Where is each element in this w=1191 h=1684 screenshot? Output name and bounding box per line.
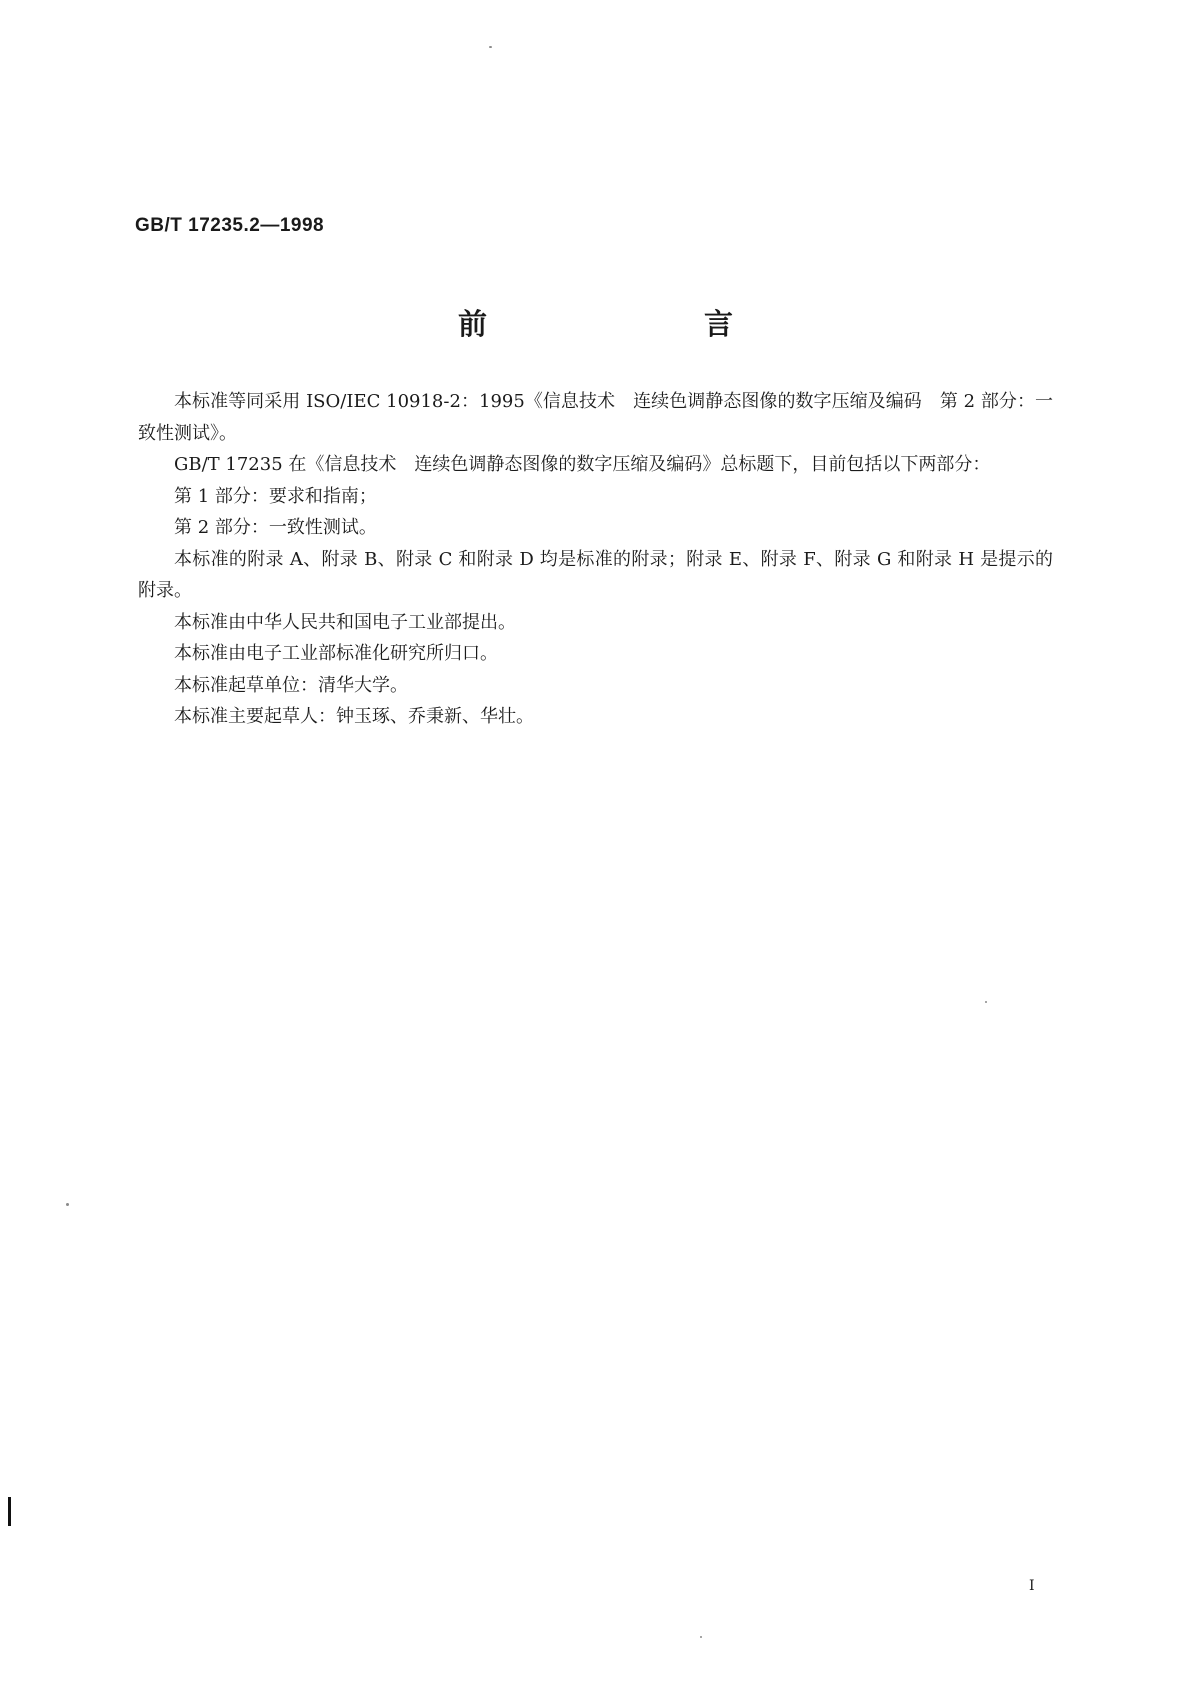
paragraph-annexes: 本标准的附录 A、附录 B、附录 C 和附录 D 均是标准的附录；附录 E、附录 F、附录 G 和附录 H 是提示的附录。 <box>138 548 1053 601</box>
paragraph-proposer: 本标准由中华人民共和国电子工业部提出。 <box>174 611 516 633</box>
scan-edge-mark <box>8 1497 11 1526</box>
paragraph-adoption: 本标准等同采用 ISO/IEC 10918-2：1995《信息技术 连续色调静态图像的数字压缩及编码 第 2 部分：一致性测试》。 <box>138 391 1053 444</box>
paragraph-part-1: 第 1 部分：要求和指南； <box>174 485 377 507</box>
standard-code: GB/T 17235.2—1998 <box>135 215 325 236</box>
scan-speck <box>66 1203 69 1206</box>
foreword-body <box>138 386 1053 733</box>
paragraph-series: GB/T 17235 在《信息技术 连续色调静态图像的数字压缩及编码》总标题下，目前包括以下两部分： <box>174 454 991 475</box>
scan-speck <box>700 1636 702 1638</box>
paragraph-drafting-unit: 本标准起草单位：清华大学。 <box>174 674 408 696</box>
scan-speck <box>985 1001 987 1003</box>
scan-speck <box>489 46 492 48</box>
paragraph-drafters: 本标准主要起草人：钟玉琢、乔秉新、华壮。 <box>174 706 534 727</box>
page-title: 前 言 <box>457 307 827 341</box>
paragraph-administrator: 本标准由电子工业部标准化研究所归口。 <box>174 643 498 664</box>
page-number: I <box>1029 1578 1035 1594</box>
paragraph-part-2: 第 2 部分：一致性测试。 <box>174 517 377 538</box>
